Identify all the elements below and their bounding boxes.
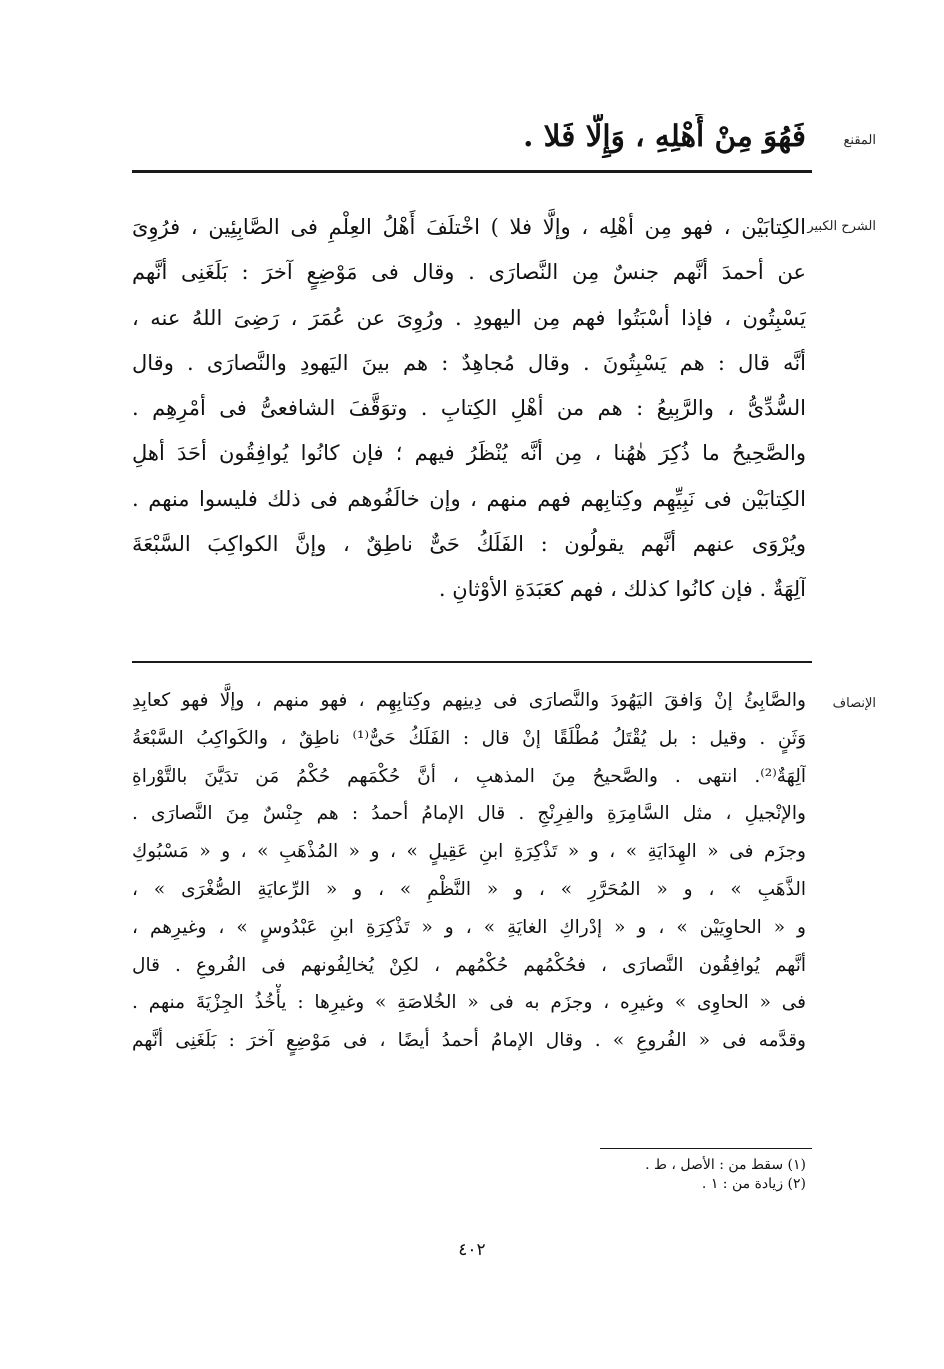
insaf-line: والإنْجيلِ ، مثل السَّامِرَةِ والفِرِنْجِ . قال الإمامُ أحمدُ : هم جِنْسٌ مِنَ النَّصارَى .: [132, 803, 806, 825]
insaf-line: آلِهَةٌ⁽²⁾. انتهى . والصَّحيحُ مِنَ المذهبِ ، أنَّ حُكْمَهم حُكْمُ مَن تدَيَّنَ بالتَّوْراةِ: [132, 765, 806, 787]
insaf-label: الإنصاف: [832, 696, 876, 711]
sharh-text-block: [132, 205, 806, 613]
sharh-line: يَسْبِتُون ، فإذا أسْبَتُوا فهم مِن اليهودِ . ورُوِىَ عن عُمَرَ ، رَضِىَ اللهُ عنه ،: [132, 305, 806, 330]
insaf-line: وقدَّمه فى « الفُروعِ » . وقال الإمامُ أحمدُ أيضًا ، فى مَوْضِعٍ آخرَ : بَلَغَنِى أنَّهم: [132, 1030, 806, 1052]
muqni-label: المقنع: [843, 133, 876, 148]
page-number: ٤٠٢: [458, 1240, 486, 1260]
sharh-line: السُّدِّىُّ ، والرَّبِيعُ : هم من أهْلِ الكِتابِ . وتوَقَّفَ الشافعىُّ فى أمْرِهِم .: [132, 396, 806, 421]
footnotes: [132, 1156, 806, 1194]
footnote-2: (٢) زيادة من : ١ .: [701, 1176, 806, 1192]
sharh-line: الكِتابَيْن ، فهو مِن أهْلِه ، وإلَّا فلا ) اخْتلَفَ أَهْلُ العِلْمِ فى الصَّابِئِين ، فرُوِىَ: [132, 215, 806, 239]
rule-after-muqni: [132, 170, 812, 173]
rule-after-sharh: [132, 661, 812, 663]
sharh-line: الكِتابَيْن فى نَبِيِّهِم وكِتابِهم فهم منهم ، وإن خالَفُوهم فى ذلك فليسوا منهم .: [132, 486, 806, 511]
insaf-line: أنَّهم يُوافِقُون النَّصارَى ، فحُكْمُهم حُكْمُهم ، لكِنْ يُخالِفُونهم فى الفُروعِ . قال: [132, 954, 806, 976]
sharh-label: الشرح الكبير: [807, 219, 876, 234]
insaf-line: الذَّهَبِ » ، و « المُحَرَّرِ » ، و « النَّظْمِ » ، و « الرِّعايَةِ الصُّغْرَى » ،: [132, 878, 806, 900]
sharh-line: آلِهَةٌ . فإن كانُوا كذلك ، فهم كعَبَدَةِ الأوْثانِ .: [438, 577, 806, 602]
insaf-line: فى « الحاوِى » وغيرِه ، وجزَم به فى « الخُلاصَةِ » وغيرِها : يأْخُذُ الجِزْيَةَ منهم .: [132, 992, 806, 1014]
sharh-line: ويُرْوَى عنهم أنَّهم يقولُون : الفَلَكُ حَىٌّ ناطِقٌ ، وإنَّ الكواكِبَ السَّبْعَةَ: [132, 532, 806, 557]
footnote-separator: [600, 1148, 812, 1149]
insaf-line: و « الحاوِيَيْن » ، و « إدْراكِ الغايَةِ » ، و « تَذْكِرَةِ ابنِ عَبْدُوسٍ » ، وغيرِهم ،: [132, 916, 806, 938]
sharh-line: والصَّحِيحُ ما ذُكِرَ هٰهُنا ، مِن أنَّه يُنْظَرُ فيهم ؛ فإن كانُوا يُوافِقُون أحَدَ أهلِ: [132, 441, 806, 466]
insaf-line: وَثَنٍ . وقيل : بل يُقْتَلُ مُطْلَقًا إنْ قال : الفَلَكُ حَىٌّ⁽¹⁾ ناطِقٌ ، والكَواكِبُ السَّبْعَةُ: [132, 727, 806, 749]
sharh-line: عن أحمدَ أنَّهم جنسٌ مِن النَّصارَى . وقال فى مَوْضِعٍ آخرَ : بَلَغَنِى أنَّهم: [132, 260, 806, 285]
insaf-line: وجزَم فى « الهِدَايَةِ » ، و « تَذْكِرَةِ ابنِ عَقِيلٍ » ، و « المُذْهَبِ » ، و « مَسْبُوكِ: [132, 841, 806, 863]
muqni-text-block: [520, 114, 806, 158]
insaf-line: والصَّابِئُ إنْ وَافقَ اليَهُودَ والنَّصارَى فى دِينِهم وكِتابِهِم ، فهو منهم ، وإلَّا فهو كعابِدِ: [132, 690, 806, 711]
footnote-1: (١) سقط من : الأصل ، ط .: [645, 1157, 806, 1173]
insaf-text-block: [132, 682, 806, 1060]
muqni-text: فَهُوَ مِنْ أَهْلِهِ ، وَإِلَّا فَلا .: [523, 118, 806, 153]
sharh-line: أنَّه قال : هم يَسْبِتُونَ . وقال مُجاهِدٌ : هم بينَ اليَهودِ والنَّصارَى . وقال: [132, 350, 806, 375]
